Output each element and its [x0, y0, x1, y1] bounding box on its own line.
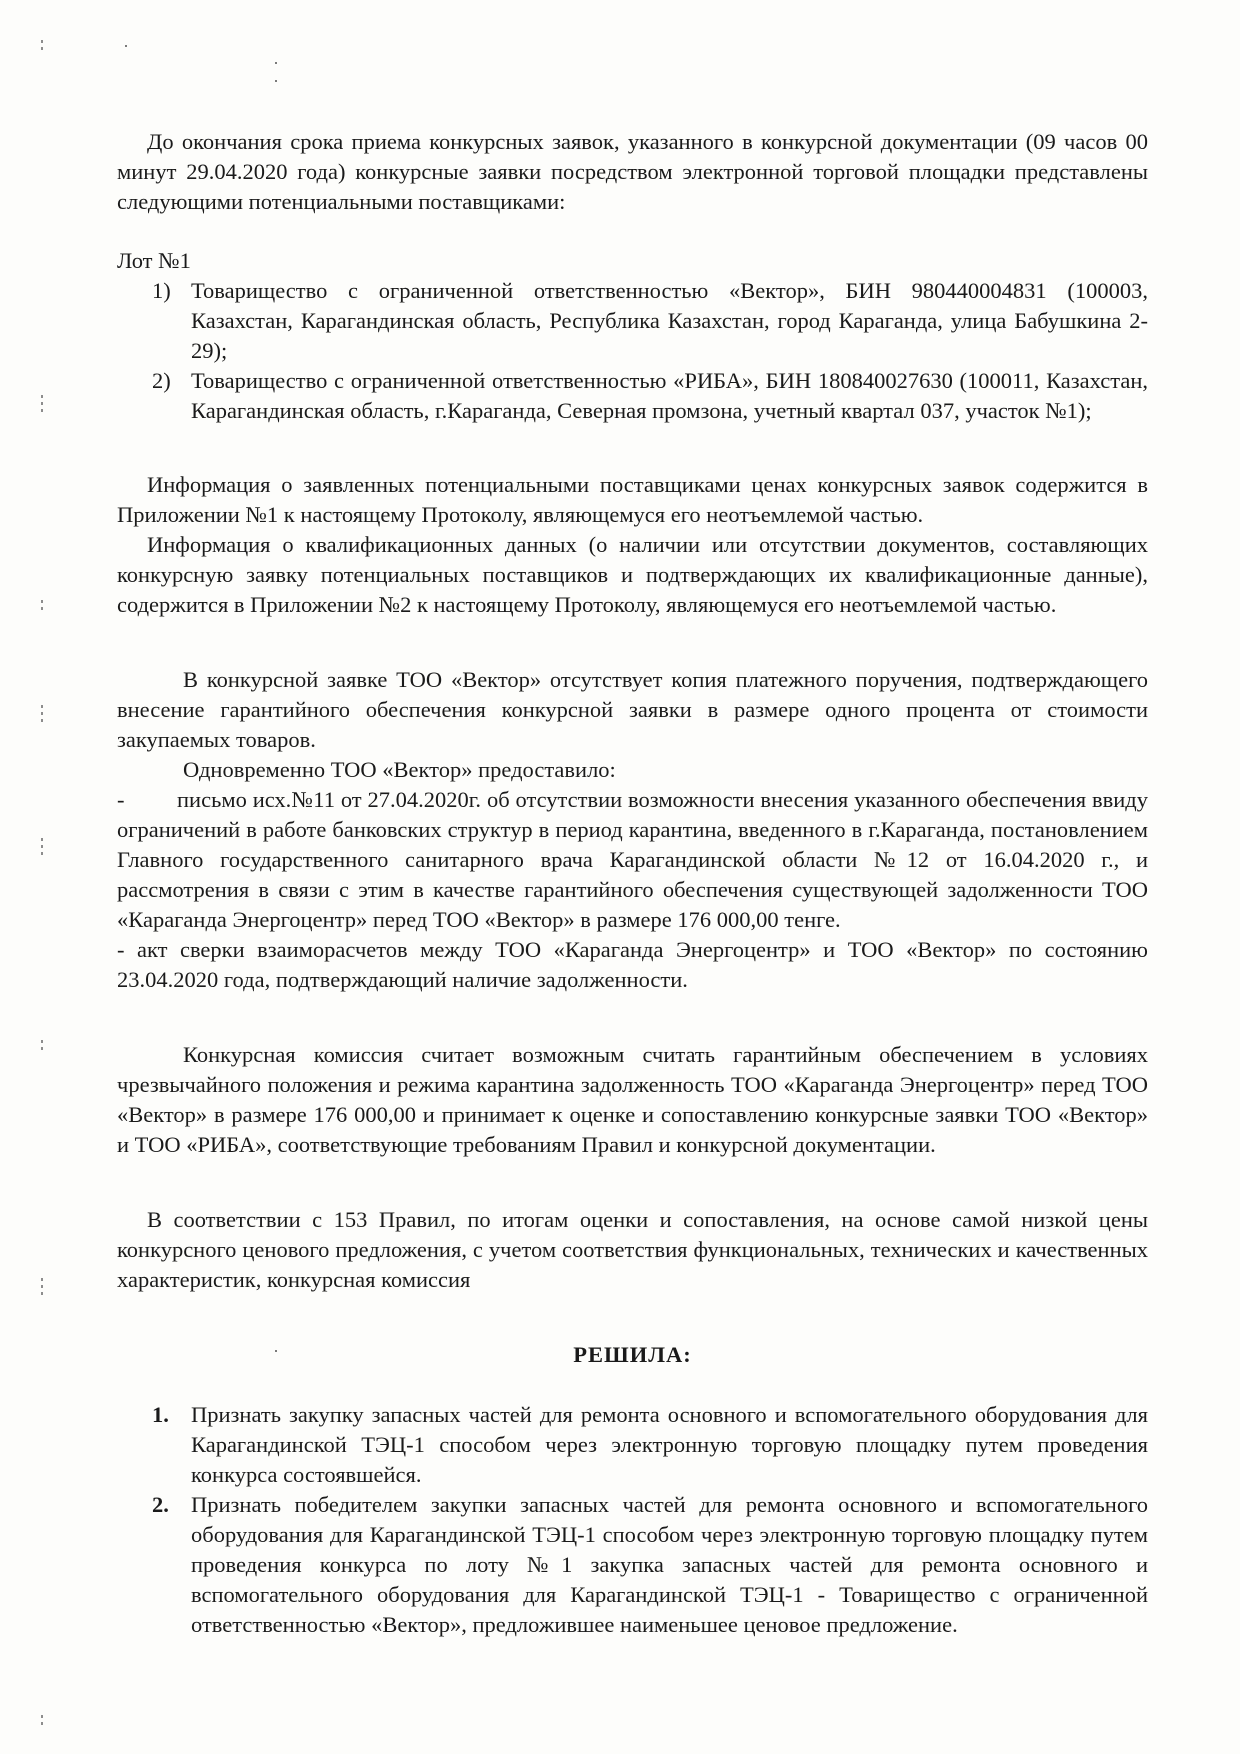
scan-binding-marks	[38, 40, 48, 54]
decision-list	[117, 1400, 1148, 1640]
scan-speck	[275, 62, 277, 64]
list-item	[117, 276, 1148, 366]
list-item	[117, 1400, 1148, 1490]
decision-heading: РЕШИЛА:	[573, 1342, 692, 1367]
decision-text: Признать закупку запасных частей для ремонта основного и вспомогательного оборудования для Карагандинской ТЭЦ-1 способом через электронную торговую площадку путем проведения конкурса состоявшейся.	[191, 1402, 1148, 1487]
prices-info-paragraph: Информация о заявленных потенциальными поставщиками ценах конкурсных заявок содержится в Приложении №1 к настоящему Протоколу, являющемуся его неотъемлемой частью.	[117, 472, 1148, 527]
scan-binding-marks	[38, 838, 48, 859]
scan-binding-marks	[38, 395, 48, 416]
lot-title: Лот №1	[117, 248, 191, 273]
provided-item-letter	[117, 785, 1148, 935]
list-number: 1)	[152, 278, 171, 303]
scan-binding-marks	[38, 705, 48, 726]
list-number: 2)	[152, 368, 171, 393]
decision-number: 1.	[152, 1402, 169, 1427]
qualification-info-paragraph: Информация о квалификационных данных (о наличии или отсутствии документов, составляющих конкурсную заявку потенциальных поставщиков и подтверждающих их квалификационные данные), содержится в Приложении №2 к настоящему Протоколу, являющемуся его неотъемлемой частью.	[117, 532, 1148, 617]
scan-binding-marks	[38, 1278, 48, 1299]
scan-binding-marks	[38, 1715, 48, 1729]
provided-item-act	[117, 935, 1148, 995]
document-body	[117, 127, 1148, 1640]
supplier-list	[117, 276, 1148, 426]
evaluation-paragraph: В соответствии с 153 Правил, по итогам оценки и сопоставления, на основе самой низкой цены конкурсного ценового предложения, с учетом соответствия функциональных, технических и качественных характеристик, конкурсная комиссия	[117, 1207, 1148, 1292]
supplier-text: Товарищество с ограниченной ответственностью «Вектор», БИН 980440004831 (100003, Казахстан, Карагандинская область, Республика Казахстан, город Караганда, улица Бабушкина 2-29);	[191, 278, 1148, 363]
provided-item-text: письмо исх.№11 от 27.04.2020г. об отсутствии возможности внесения указанного обеспечения ввиду ограничений в работе банковских структур в период карантина, введенного в г.Караганда, постановлением Главного государственного санитарного врача Карагандинской области №12 от 16.04.2020 г., и рассмотрения в связи с этим в качестве гарантийного обеспечения существующей задолженности ТОО «Караганда Энергоцентр» перед ТОО «Вектор» в размере 176 000,00 тенге.	[117, 787, 1148, 932]
provided-item-text: акт сверки взаиморасчетов между ТОО «Караганда Энергоцентр» и ТОО «Вектор» по состоянию 23.04.2020 года, подтверждающий наличие задолженности.	[117, 937, 1148, 992]
provided-documents-intro: Одновременно ТОО «Вектор» предоставило:	[183, 757, 616, 782]
supplier-text: Товарищество с ограниченной ответственностью «РИБА», БИН 180840027630 (100011, Казахстан, Карагандинская область, г.Караганда, Северная промзона, учетный квартал 037, участок №1);	[191, 368, 1148, 423]
intro-paragraph: До окончания срока приема конкурсных заявок, указанного в конкурсной документации (09 часов 00 минут 29.04.2020 года) конкурсные заявки посредством электронной торговой площадки представлены следующими потенциальными поставщиками:	[117, 129, 1148, 214]
decision-text: Признать победителем закупки запасных частей для ремонта основного и вспомогательного оборудования для Карагандинской ТЭЦ-1 способом через электронную торговую площадку путем проведения конкурса по лоту №1 закупка запасных частей для ремонта основного и вспомогательного оборудования для Карагандинской ТЭЦ-1 - Товарищество с ограниченной ответственностью «Вектор», предложившее наименьшее ценовое предложение.	[191, 1492, 1148, 1637]
missing-guarantee-paragraph: В конкурсной заявке ТОО «Вектор» отсутствует копия платежного поручения, подтверждающего внесение гарантийного обеспечения конкурсной заявки в размере одного процента от стоимости закупаемых товаров.	[117, 667, 1148, 752]
dash-marker: -	[117, 937, 125, 962]
decision-number: 2.	[152, 1492, 169, 1517]
scan-speck	[125, 45, 127, 47]
commission-opinion-paragraph: Конкурсная комиссия считает возможным считать гарантийным обеспечением в условиях чрезвычайного положения и режима карантина задолженность ТОО «Караганда Энергоцентр» перед ТОО «Вектор» в размере 176 000,00 и принимает к оценке и сопоставлению конкурсные заявки ТОО «Вектор» и ТОО «РИБА», соответствующие требованиям Правил и конкурсной документации.	[117, 1042, 1148, 1157]
scan-speck	[275, 80, 277, 82]
scan-binding-marks	[38, 600, 48, 614]
list-item	[117, 366, 1148, 426]
dash-marker: -	[117, 787, 125, 812]
scan-binding-marks	[38, 1040, 48, 1054]
list-item	[117, 1490, 1148, 1640]
